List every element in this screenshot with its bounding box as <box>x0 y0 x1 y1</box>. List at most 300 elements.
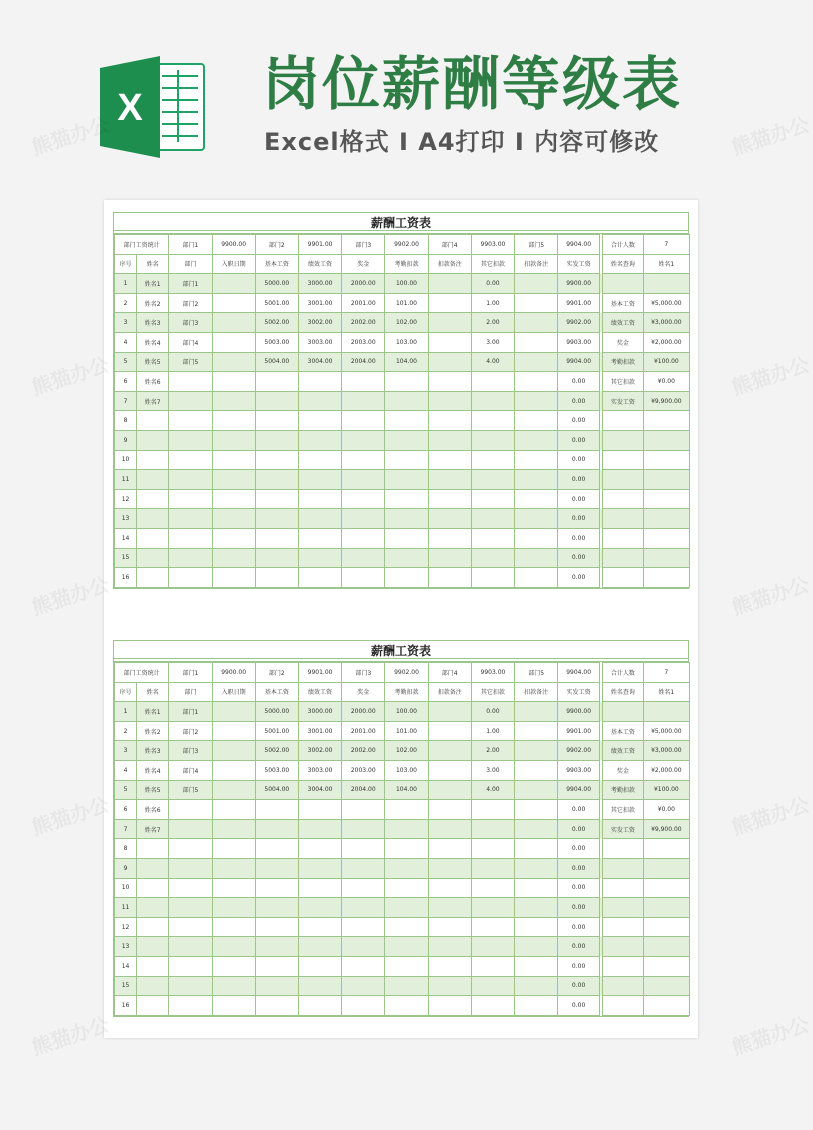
table-cell[interactable] <box>428 489 471 509</box>
table-cell[interactable] <box>255 509 298 529</box>
table-cell[interactable] <box>255 568 298 588</box>
table-cell[interactable] <box>471 430 514 450</box>
table-cell[interactable]: 14 <box>115 528 137 548</box>
table-cell[interactable]: 13 <box>115 509 137 529</box>
table-cell[interactable]: 2002.00 <box>342 313 385 333</box>
table-cell[interactable]: 5 <box>115 352 137 372</box>
table-cell[interactable] <box>255 372 298 392</box>
stats-cell[interactable]: 9904.00 <box>558 235 601 255</box>
table-cell[interactable] <box>255 937 298 957</box>
stats-cell[interactable]: 9904.00 <box>558 663 601 683</box>
table-cell[interactable]: 1 <box>115 702 137 722</box>
table-cell[interactable]: 3.00 <box>471 760 514 780</box>
table-cell[interactable] <box>298 470 341 490</box>
table-cell[interactable] <box>137 839 169 859</box>
table-cell[interactable] <box>342 858 385 878</box>
table-cell[interactable]: 5003.00 <box>255 332 298 352</box>
column-header[interactable]: 其它扣款 <box>471 682 514 702</box>
table-cell[interactable]: 其它扣款 <box>601 800 643 820</box>
table-cell[interactable] <box>515 372 558 392</box>
table-cell[interactable]: 姓名5 <box>137 352 169 372</box>
table-cell[interactable]: 2004.00 <box>342 780 385 800</box>
column-header[interactable]: 入职日期 <box>212 682 255 702</box>
column-header[interactable]: 姓名 <box>137 254 169 274</box>
table-cell[interactable] <box>601 898 643 918</box>
table-cell[interactable] <box>471 450 514 470</box>
table-cell[interactable]: ¥0.00 <box>643 372 689 392</box>
stats-cell[interactable]: 部门工资统计 <box>115 663 169 683</box>
table-cell[interactable] <box>515 411 558 431</box>
column-header[interactable]: 序号 <box>115 682 137 702</box>
table-cell[interactable] <box>298 450 341 470</box>
table-cell[interactable] <box>515 760 558 780</box>
table-cell[interactable]: 2001.00 <box>342 721 385 741</box>
table-cell[interactable] <box>601 509 643 529</box>
table-cell[interactable] <box>169 411 212 431</box>
table-cell[interactable] <box>428 470 471 490</box>
table-cell[interactable] <box>298 839 341 859</box>
column-header[interactable]: 考勤扣款 <box>385 254 428 274</box>
table-cell[interactable] <box>643 568 689 588</box>
table-cell[interactable]: 姓名7 <box>137 819 169 839</box>
table-cell[interactable] <box>298 489 341 509</box>
table-cell[interactable] <box>471 839 514 859</box>
table-cell[interactable] <box>471 470 514 490</box>
table-cell[interactable] <box>428 411 471 431</box>
table-cell[interactable]: 0.00 <box>558 839 601 859</box>
table-cell[interactable]: 姓名6 <box>137 372 169 392</box>
table-cell[interactable] <box>643 917 689 937</box>
table-cell[interactable]: 部门4 <box>169 760 212 780</box>
table-cell[interactable] <box>385 430 428 450</box>
table-cell[interactable] <box>471 917 514 937</box>
table-cell[interactable] <box>471 819 514 839</box>
table-cell[interactable]: 100.00 <box>385 702 428 722</box>
table-cell[interactable] <box>137 976 169 996</box>
table-cell[interactable] <box>515 800 558 820</box>
table-cell[interactable] <box>169 800 212 820</box>
table-cell[interactable]: 0.00 <box>558 450 601 470</box>
table-cell[interactable]: 部门3 <box>169 741 212 761</box>
table-cell[interactable] <box>471 568 514 588</box>
table-cell[interactable]: 9904.00 <box>558 352 601 372</box>
column-header[interactable]: 扣款备注 <box>428 682 471 702</box>
table-cell[interactable] <box>601 548 643 568</box>
stats-cell[interactable]: 9900.00 <box>212 235 255 255</box>
table-cell[interactable]: 其它扣款 <box>601 372 643 392</box>
table-cell[interactable]: 9900.00 <box>558 274 601 294</box>
table-cell[interactable] <box>601 702 643 722</box>
table-cell[interactable] <box>212 489 255 509</box>
table-cell[interactable] <box>212 780 255 800</box>
table-cell[interactable] <box>471 509 514 529</box>
table-cell[interactable] <box>428 391 471 411</box>
table-cell[interactable] <box>169 548 212 568</box>
stats-cell[interactable]: 部门2 <box>255 663 298 683</box>
table-cell[interactable] <box>385 996 428 1016</box>
table-cell[interactable]: 7 <box>115 819 137 839</box>
table-cell[interactable] <box>385 391 428 411</box>
table-cell[interactable]: 0.00 <box>558 937 601 957</box>
table-cell[interactable]: 实发工资 <box>601 819 643 839</box>
stats-cell[interactable]: 部门2 <box>255 235 298 255</box>
table-cell[interactable]: 4.00 <box>471 352 514 372</box>
table-cell[interactable] <box>169 470 212 490</box>
table-cell[interactable]: 部门1 <box>169 702 212 722</box>
table-cell[interactable]: ¥0.00 <box>643 800 689 820</box>
table-cell[interactable] <box>601 430 643 450</box>
table-cell[interactable] <box>342 470 385 490</box>
table-cell[interactable] <box>515 470 558 490</box>
table-cell[interactable] <box>298 568 341 588</box>
table-cell[interactable] <box>428 528 471 548</box>
table-cell[interactable] <box>428 741 471 761</box>
table-cell[interactable]: 101.00 <box>385 721 428 741</box>
table-cell[interactable]: 6 <box>115 372 137 392</box>
table-cell[interactable] <box>515 274 558 294</box>
table-cell[interactable] <box>212 956 255 976</box>
table-cell[interactable] <box>515 702 558 722</box>
table-cell[interactable] <box>212 352 255 372</box>
table-cell[interactable]: 11 <box>115 898 137 918</box>
table-cell[interactable] <box>169 917 212 937</box>
table-cell[interactable]: 部门5 <box>169 780 212 800</box>
table-cell[interactable]: 3002.00 <box>298 313 341 333</box>
table-cell[interactable] <box>643 858 689 878</box>
stats-cell[interactable]: 合计人数 <box>601 663 643 683</box>
column-header[interactable]: 部门 <box>169 682 212 702</box>
table-cell[interactable] <box>601 274 643 294</box>
table-cell[interactable]: ¥9,900.00 <box>643 819 689 839</box>
table-cell[interactable]: 姓名4 <box>137 760 169 780</box>
table-cell[interactable]: ¥5,000.00 <box>643 721 689 741</box>
table-cell[interactable] <box>342 489 385 509</box>
table-cell[interactable] <box>471 411 514 431</box>
table-cell[interactable] <box>643 509 689 529</box>
table-cell[interactable]: 9 <box>115 858 137 878</box>
table-cell[interactable] <box>137 548 169 568</box>
table-cell[interactable] <box>137 878 169 898</box>
table-cell[interactable] <box>298 976 341 996</box>
table-cell[interactable] <box>515 509 558 529</box>
table-cell[interactable]: 2.00 <box>471 313 514 333</box>
table-cell[interactable]: 0.00 <box>558 509 601 529</box>
table-cell[interactable] <box>342 372 385 392</box>
table-cell[interactable]: 2 <box>115 721 137 741</box>
table-cell[interactable] <box>169 489 212 509</box>
table-cell[interactable]: 100.00 <box>385 274 428 294</box>
table-cell[interactable] <box>643 470 689 490</box>
table-cell[interactable] <box>471 878 514 898</box>
table-cell[interactable] <box>342 996 385 1016</box>
table-cell[interactable] <box>428 430 471 450</box>
table-cell[interactable]: ¥3,000.00 <box>643 741 689 761</box>
table-cell[interactable] <box>298 917 341 937</box>
table-cell[interactable] <box>255 819 298 839</box>
table-cell[interactable] <box>601 489 643 509</box>
column-header[interactable]: 考勤扣款 <box>385 682 428 702</box>
table-cell[interactable] <box>385 568 428 588</box>
table-cell[interactable] <box>342 839 385 859</box>
table-cell[interactable]: 绩效工资 <box>601 313 643 333</box>
table-cell[interactable]: ¥100.00 <box>643 352 689 372</box>
table-cell[interactable] <box>255 411 298 431</box>
table-cell[interactable]: 2004.00 <box>342 352 385 372</box>
table-cell[interactable]: 实发工资 <box>601 391 643 411</box>
table-cell[interactable] <box>169 996 212 1016</box>
table-cell[interactable] <box>471 956 514 976</box>
stats-cell[interactable]: 9901.00 <box>298 235 341 255</box>
table-cell[interactable] <box>169 956 212 976</box>
table-cell[interactable] <box>212 313 255 333</box>
table-cell[interactable]: 0.00 <box>471 274 514 294</box>
table-cell[interactable]: ¥9,900.00 <box>643 391 689 411</box>
table-cell[interactable]: 0.00 <box>558 372 601 392</box>
stats-cell[interactable]: 部门1 <box>169 663 212 683</box>
table-cell[interactable]: 6 <box>115 800 137 820</box>
table-cell[interactable]: 0.00 <box>558 391 601 411</box>
table-cell[interactable] <box>298 430 341 450</box>
table-cell[interactable]: ¥2,000.00 <box>643 332 689 352</box>
table-cell[interactable]: 12 <box>115 917 137 937</box>
table-cell[interactable] <box>428 332 471 352</box>
table-cell[interactable] <box>137 898 169 918</box>
stats-cell[interactable]: 合计人数 <box>601 235 643 255</box>
table-cell[interactable] <box>212 332 255 352</box>
table-cell[interactable] <box>643 937 689 957</box>
table-cell[interactable] <box>212 760 255 780</box>
table-cell[interactable] <box>428 274 471 294</box>
table-cell[interactable]: 103.00 <box>385 760 428 780</box>
table-cell[interactable] <box>428 878 471 898</box>
table-cell[interactable]: 103.00 <box>385 332 428 352</box>
table-cell[interactable] <box>342 878 385 898</box>
table-cell[interactable] <box>601 858 643 878</box>
table-cell[interactable] <box>255 489 298 509</box>
table-cell[interactable] <box>137 470 169 490</box>
table-cell[interactable]: 5000.00 <box>255 274 298 294</box>
table-cell[interactable] <box>515 332 558 352</box>
table-cell[interactable] <box>515 819 558 839</box>
table-cell[interactable] <box>298 411 341 431</box>
table-cell[interactable] <box>428 568 471 588</box>
table-cell[interactable]: 5 <box>115 780 137 800</box>
table-cell[interactable] <box>428 721 471 741</box>
table-cell[interactable] <box>471 548 514 568</box>
table-cell[interactable] <box>385 372 428 392</box>
table-cell[interactable] <box>515 489 558 509</box>
table-cell[interactable] <box>385 858 428 878</box>
table-cell[interactable]: 2001.00 <box>342 293 385 313</box>
table-cell[interactable] <box>169 839 212 859</box>
table-cell[interactable] <box>515 352 558 372</box>
table-cell[interactable] <box>385 509 428 529</box>
table-cell[interactable] <box>601 470 643 490</box>
table-cell[interactable] <box>298 996 341 1016</box>
table-cell[interactable]: 2 <box>115 293 137 313</box>
table-cell[interactable] <box>212 528 255 548</box>
table-cell[interactable] <box>298 528 341 548</box>
table-cell[interactable] <box>298 898 341 918</box>
table-cell[interactable] <box>255 528 298 548</box>
table-cell[interactable] <box>212 450 255 470</box>
table-cell[interactable] <box>428 917 471 937</box>
table-cell[interactable] <box>137 917 169 937</box>
table-cell[interactable] <box>255 917 298 937</box>
table-cell[interactable]: 部门2 <box>169 293 212 313</box>
table-cell[interactable]: 9903.00 <box>558 332 601 352</box>
table-cell[interactable] <box>601 976 643 996</box>
table-cell[interactable] <box>385 956 428 976</box>
table-cell[interactable] <box>515 780 558 800</box>
table-cell[interactable]: 16 <box>115 996 137 1016</box>
table-cell[interactable] <box>137 430 169 450</box>
table-cell[interactable] <box>255 996 298 1016</box>
table-cell[interactable] <box>212 568 255 588</box>
table-cell[interactable]: 2002.00 <box>342 741 385 761</box>
table-cell[interactable] <box>385 800 428 820</box>
column-header[interactable]: 奖金 <box>342 254 385 274</box>
table-cell[interactable] <box>169 819 212 839</box>
table-cell[interactable] <box>298 391 341 411</box>
column-header[interactable]: 姓名1 <box>643 254 689 274</box>
table-cell[interactable] <box>515 450 558 470</box>
table-cell[interactable]: 8 <box>115 411 137 431</box>
table-cell[interactable] <box>643 411 689 431</box>
table-cell[interactable]: 15 <box>115 976 137 996</box>
table-cell[interactable] <box>212 858 255 878</box>
table-cell[interactable] <box>255 858 298 878</box>
table-cell[interactable] <box>428 976 471 996</box>
table-cell[interactable] <box>428 996 471 1016</box>
stats-cell[interactable]: 7 <box>643 663 689 683</box>
table-cell[interactable] <box>428 898 471 918</box>
table-cell[interactable]: 2000.00 <box>342 274 385 294</box>
table-cell[interactable]: 5001.00 <box>255 721 298 741</box>
table-cell[interactable]: 部门1 <box>169 274 212 294</box>
table-cell[interactable] <box>169 937 212 957</box>
table-cell[interactable] <box>643 450 689 470</box>
table-cell[interactable] <box>515 528 558 548</box>
table-cell[interactable] <box>169 976 212 996</box>
column-header[interactable]: 绩效工资 <box>298 682 341 702</box>
table-cell[interactable]: 1 <box>115 274 137 294</box>
table-cell[interactable] <box>428 937 471 957</box>
table-cell[interactable]: 3 <box>115 313 137 333</box>
table-cell[interactable] <box>255 800 298 820</box>
table-cell[interactable] <box>643 702 689 722</box>
table-cell[interactable]: 姓名3 <box>137 741 169 761</box>
table-cell[interactable]: 9 <box>115 430 137 450</box>
table-cell[interactable]: 姓名1 <box>137 702 169 722</box>
table-cell[interactable]: 3 <box>115 741 137 761</box>
table-cell[interactable] <box>342 430 385 450</box>
table-cell[interactable] <box>428 858 471 878</box>
table-cell[interactable]: 5002.00 <box>255 313 298 333</box>
table-cell[interactable] <box>255 878 298 898</box>
table-cell[interactable] <box>342 937 385 957</box>
table-cell[interactable]: 3001.00 <box>298 293 341 313</box>
stats-cell[interactable]: 部门5 <box>515 663 558 683</box>
table-cell[interactable]: 1.00 <box>471 293 514 313</box>
table-cell[interactable]: 部门4 <box>169 332 212 352</box>
table-cell[interactable]: 姓名5 <box>137 780 169 800</box>
table-cell[interactable] <box>428 450 471 470</box>
table-cell[interactable] <box>515 430 558 450</box>
table-cell[interactable] <box>137 996 169 1016</box>
table-cell[interactable] <box>601 450 643 470</box>
table-cell[interactable] <box>643 528 689 548</box>
table-cell[interactable] <box>515 976 558 996</box>
stats-cell[interactable]: 9903.00 <box>471 235 514 255</box>
table-cell[interactable] <box>255 548 298 568</box>
table-cell[interactable] <box>643 274 689 294</box>
table-cell[interactable]: 10 <box>115 878 137 898</box>
table-cell[interactable]: 2003.00 <box>342 760 385 780</box>
table-cell[interactable] <box>515 391 558 411</box>
table-cell[interactable]: 姓名3 <box>137 313 169 333</box>
table-cell[interactable]: 4 <box>115 332 137 352</box>
stats-cell[interactable]: 部门3 <box>342 235 385 255</box>
table-cell[interactable]: 0.00 <box>558 898 601 918</box>
table-cell[interactable] <box>471 489 514 509</box>
table-cell[interactable]: 5003.00 <box>255 760 298 780</box>
table-cell[interactable]: 0.00 <box>558 976 601 996</box>
table-cell[interactable]: 4 <box>115 760 137 780</box>
table-cell[interactable]: 102.00 <box>385 313 428 333</box>
table-cell[interactable] <box>471 996 514 1016</box>
table-cell[interactable]: 9903.00 <box>558 760 601 780</box>
table-cell[interactable] <box>385 411 428 431</box>
stats-cell[interactable]: 部门3 <box>342 663 385 683</box>
table-cell[interactable] <box>601 956 643 976</box>
table-cell[interactable] <box>385 917 428 937</box>
table-cell[interactable] <box>255 956 298 976</box>
table-cell[interactable] <box>298 956 341 976</box>
table-cell[interactable] <box>342 411 385 431</box>
table-cell[interactable] <box>169 450 212 470</box>
table-cell[interactable]: 16 <box>115 568 137 588</box>
table-cell[interactable] <box>298 548 341 568</box>
table-cell[interactable]: ¥100.00 <box>643 780 689 800</box>
table-cell[interactable]: 0.00 <box>558 878 601 898</box>
table-cell[interactable] <box>385 937 428 957</box>
table-cell[interactable]: ¥2,000.00 <box>643 760 689 780</box>
table-cell[interactable] <box>385 548 428 568</box>
table-cell[interactable] <box>601 528 643 548</box>
table-cell[interactable]: 0.00 <box>558 470 601 490</box>
table-cell[interactable] <box>601 996 643 1016</box>
table-cell[interactable] <box>212 470 255 490</box>
table-cell[interactable] <box>385 976 428 996</box>
column-header[interactable]: 绩效工资 <box>298 254 341 274</box>
table-cell[interactable] <box>255 839 298 859</box>
table-cell[interactable] <box>643 548 689 568</box>
table-cell[interactable] <box>169 391 212 411</box>
table-cell[interactable] <box>515 293 558 313</box>
table-cell[interactable] <box>643 976 689 996</box>
table-cell[interactable]: 姓名4 <box>137 332 169 352</box>
table-cell[interactable]: 基本工资 <box>601 293 643 313</box>
table-cell[interactable]: 5000.00 <box>255 702 298 722</box>
table-cell[interactable] <box>601 568 643 588</box>
table-cell[interactable]: 0.00 <box>558 858 601 878</box>
stats-cell[interactable]: 9902.00 <box>385 663 428 683</box>
table-cell[interactable] <box>601 917 643 937</box>
table-cell[interactable]: 3.00 <box>471 332 514 352</box>
table-cell[interactable]: 奖金 <box>601 332 643 352</box>
table-cell[interactable] <box>471 391 514 411</box>
